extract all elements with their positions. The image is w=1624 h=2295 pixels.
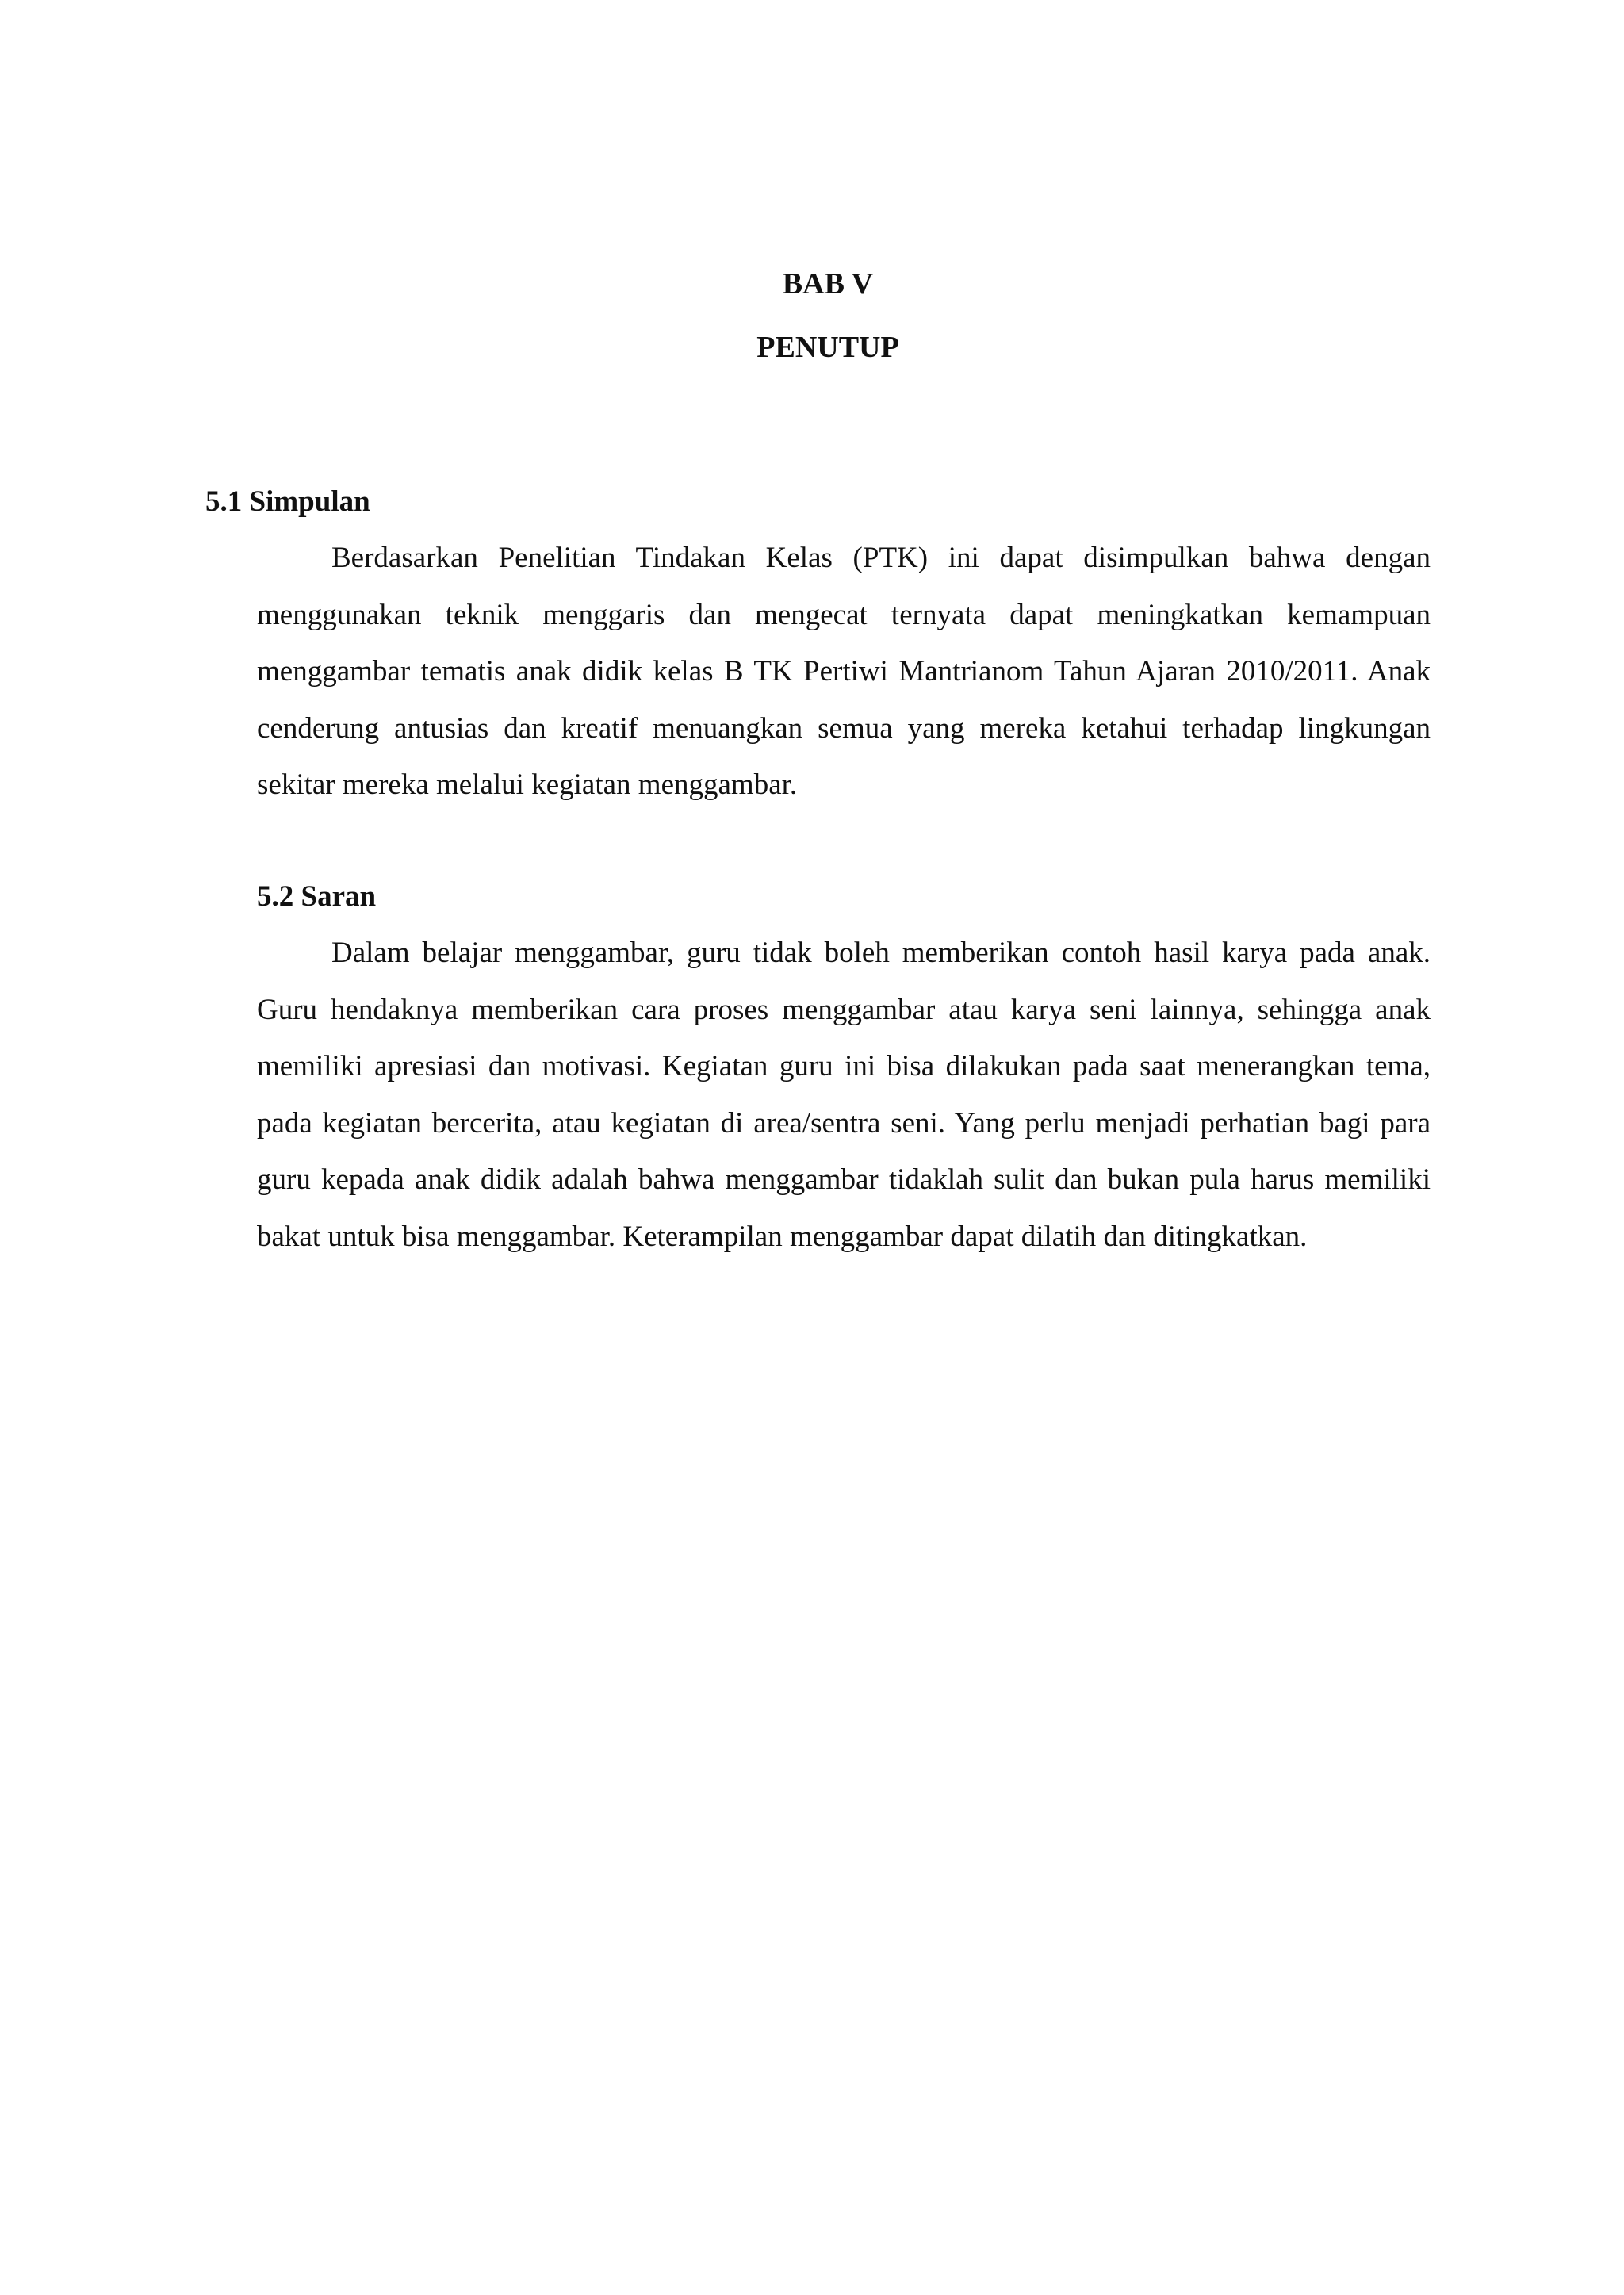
section-paragraph: Berdasarkan Penelitian Tindakan Kelas (PTK) ini dapat disimpulkan bahwa dengan menggunakan teknik menggaris dan mengecat ternyata dapat meningkatkan kemampuan menggambar tematis anak didik kelas B TK Pertiwi Mantrianom Tahun Ajaran 2010/2011. Anak cenderung antusias dan kreatif menuangkan semua yang mereka ketahui terhadap lingkungan sekitar mereka melalui kegiatan menggambar. — [257, 542, 1431, 801]
chapter-title: PENUTUP — [756, 331, 899, 364]
section-heading: 5.1 Simpulan — [205, 485, 370, 518]
section-simpulan — [205, 474, 1431, 814]
section-heading: 5.2 Saran — [257, 880, 377, 913]
chapter-heading — [0, 252, 1624, 379]
section-paragraph: Dalam belajar menggambar, guru tidak boleh memberikan contoh hasil karya pada anak. Guru hendaknya memberikan cara proses menggambar atau karya seni lainnya, sehingga anak memiliki apresiasi dan motivasi. Kegiatan guru ini bisa dilakukan pada saat menerangkan tema, pada kegiatan bercerita, atau kegiatan di area/sentra seni. Yang perlu menjadi perhatian bagi para guru kepada anak didik adalah bahwa menggambar tidaklah sulit dan bukan pula harus memiliki bakat untuk bisa menggambar. Keterampilan menggambar dapat dilatih dan ditingkatkan. — [257, 937, 1431, 1253]
section-saran — [205, 869, 1431, 1265]
chapter-number: BAB V — [782, 267, 874, 301]
